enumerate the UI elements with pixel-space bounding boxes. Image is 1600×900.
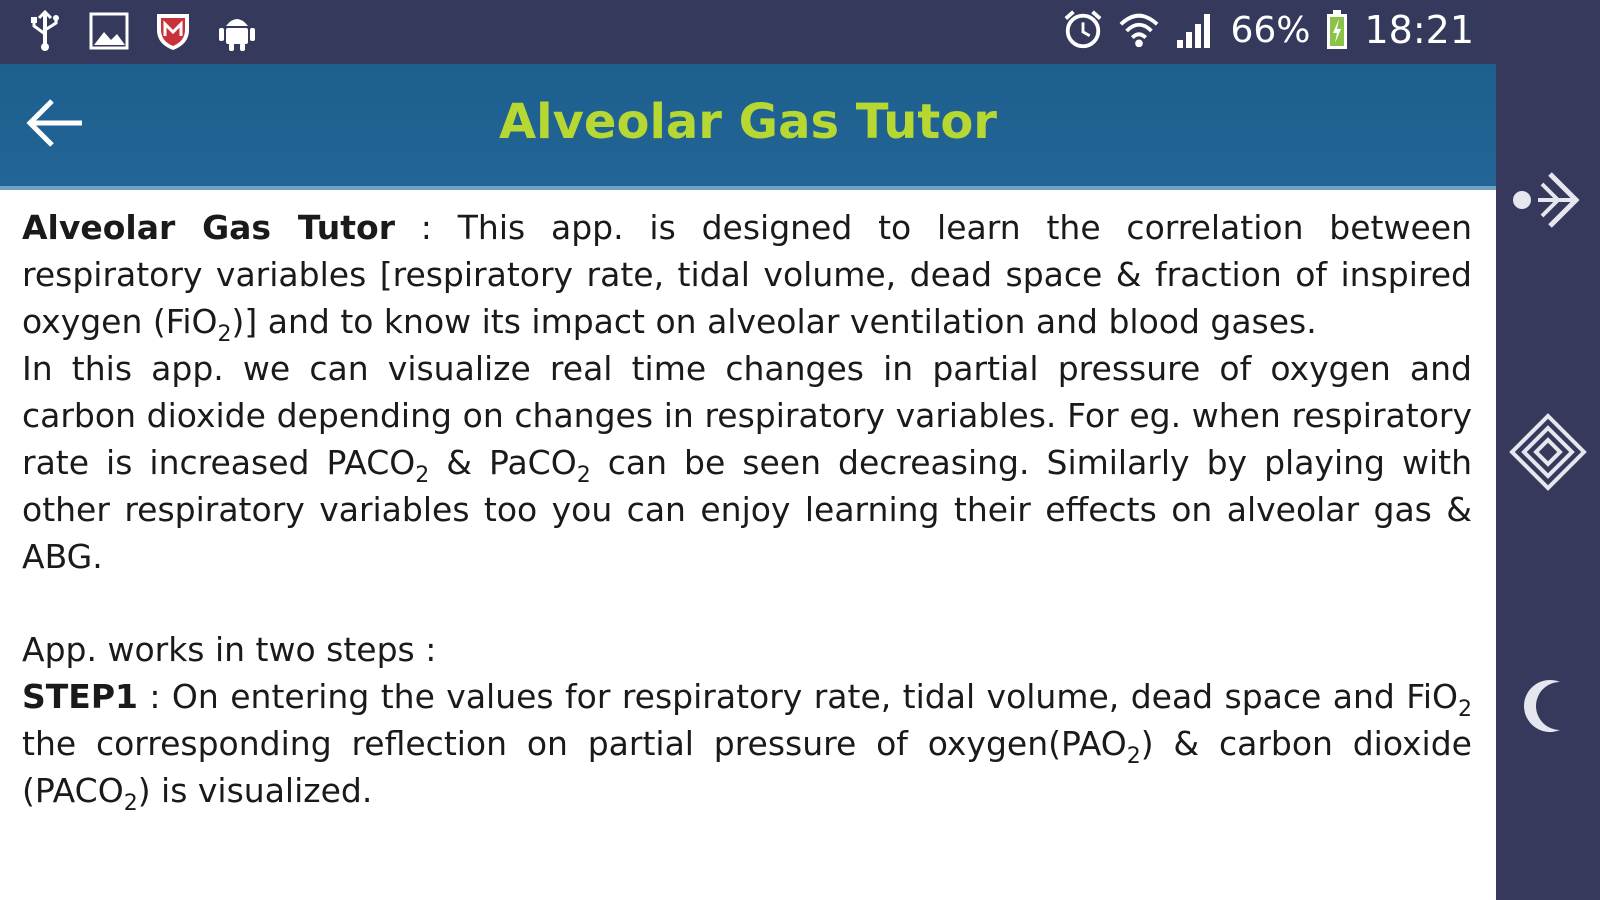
text-span: )] and to know its impact on alveolar ventilation and blood gases. — [231, 302, 1317, 341]
step1-paragraph — [22, 673, 1472, 814]
battery-charging-icon — [1324, 9, 1350, 51]
description-text — [22, 204, 1472, 814]
text-span: ) is visualized. — [137, 771, 373, 810]
status-bar — [0, 0, 1496, 64]
subscript: 2 — [1458, 697, 1472, 722]
android-icon — [216, 10, 258, 52]
visualize-paragraph — [22, 345, 1472, 580]
text-span: & PaCO — [429, 443, 577, 482]
crescent-icon — [1518, 676, 1578, 736]
side-rail-button-3[interactable] — [1506, 664, 1590, 748]
side-rail-button-1[interactable] — [1506, 158, 1590, 242]
app-name-label: Alveolar Gas Tutor — [22, 208, 395, 247]
usb-icon — [24, 10, 66, 52]
mcafee-shield-icon — [152, 10, 194, 52]
page-title: Alveolar Gas Tutor — [499, 94, 997, 150]
text-span: the corresponding reflection on partial pressure of oxygen(PAO — [22, 724, 1127, 763]
nested-diamond-icon — [1508, 412, 1588, 492]
step1-label: STEP1 — [22, 677, 138, 716]
status-bar-system — [1062, 8, 1474, 52]
paragraph-spacer — [22, 580, 1472, 626]
battery-percent: 66% — [1230, 9, 1311, 51]
side-rail — [1496, 0, 1600, 900]
subscript: 2 — [217, 322, 232, 347]
subscript: 2 — [415, 463, 430, 488]
subscript: 2 — [1126, 744, 1141, 769]
text-span: ) & carbon dioxide (PACO — [22, 724, 1472, 810]
description-panel — [0, 190, 1496, 900]
app-bar — [0, 64, 1496, 190]
alarm-clock-icon — [1062, 9, 1104, 51]
subscript: 2 — [123, 791, 138, 816]
text-span: : On entering the values for respiratory rate, tidal volume, dead space and FiO — [137, 677, 1458, 716]
wifi-icon — [1118, 9, 1160, 51]
clock: 18:21 — [1364, 8, 1474, 52]
signal-icon — [1174, 9, 1216, 51]
image-icon — [88, 10, 130, 52]
subscript: 2 — [576, 463, 591, 488]
steps-heading — [22, 626, 1472, 673]
intro-paragraph — [22, 204, 1472, 345]
text-span: : This app. is designed to learn the correlation between respiratory variables [respiratory rate, tidal volume, dead space & fraction of inspired oxygen (FiO — [22, 208, 1473, 341]
text-span: In this app. we can visualize real time changes in partial pressure of oxygen and carbon dioxide depending on changes in respiratory variables. For eg. when respiratory rate is increased PACO — [22, 349, 1472, 482]
side-rail-button-2[interactable] — [1506, 410, 1590, 494]
status-bar-notifications — [24, 10, 258, 52]
text-span: can be seen decreasing. Similarly by playing with other respiratory variables too you can enjoy learning their effects on alveolar gas & ABG. — [22, 443, 1473, 576]
dot-arrow-icon — [1510, 162, 1586, 238]
text-span: App. works in two steps : — [22, 630, 437, 669]
